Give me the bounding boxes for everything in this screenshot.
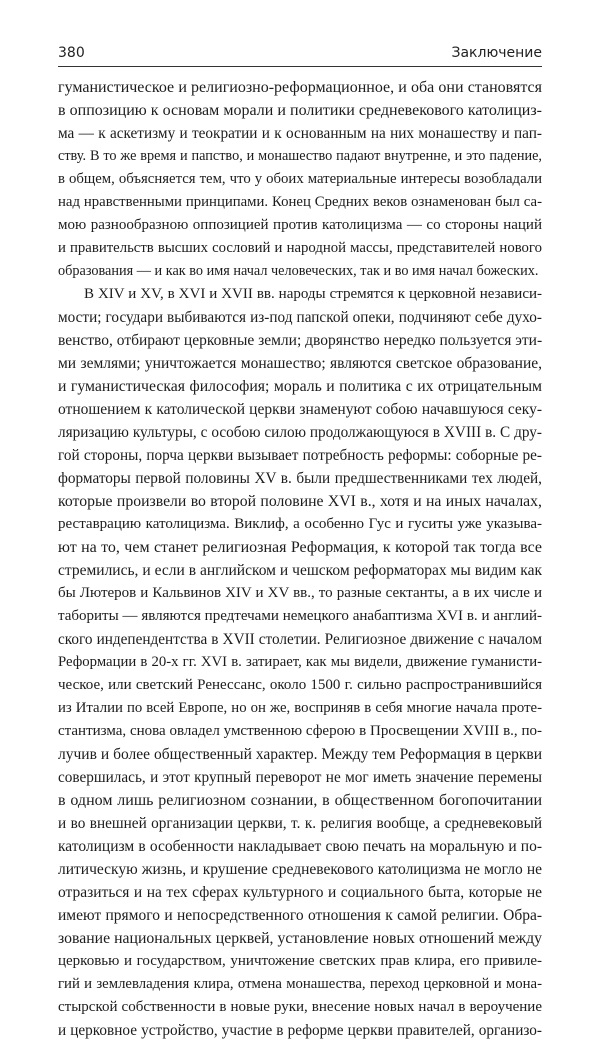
text-line: ма — к аскетизму и теократии и к основанным на них монашеству и пап- — [58, 125, 542, 142]
text-line: мою разнообразною оппозицией против католицизма — со стороны наций — [58, 217, 542, 233]
text-line: гуманистическое и религиозно-реформационное, и оба они становятся — [58, 79, 542, 96]
text-line: в общем, объясняется тем, что у обоих материальные интересы возобладали — [58, 171, 542, 187]
text-line: зование национальных церквей, установление новых отношений между — [58, 930, 542, 947]
text-line: совершилась, и этот крупный переворот не мог иметь значение перемены — [58, 769, 542, 786]
text-line: ют на то, чем станет религиозная Реформация, к которой так тогда все — [58, 539, 542, 556]
text-line: мости; государи выбиваются из-под папской опеки, подчиняют себе духо- — [58, 309, 542, 326]
text-line: табориты — являются предтечами немецкого анабаптизма XVI в. и англий- — [58, 608, 542, 624]
text-line: имеют прямого и непосредственного отношения к самой религии. Обра- — [58, 907, 542, 924]
text-line: из Италии по всей Европе, но он же, восприняв в себя многие начала проте- — [58, 700, 542, 716]
text-line: реставрацию католицизма. Виклиф, а особенно Гус и гуситы уже указыва- — [58, 516, 542, 532]
text-line: в оппозицию к основам морали и политики средневекового католициз- — [58, 102, 542, 119]
text-line: литическую жизнь, и крушение средневекового католицизма не могло не — [58, 861, 542, 878]
page-header — [58, 45, 542, 67]
text-line: стантизма, снова овладел умственною сферою в Просвещении XVIII в., по- — [58, 723, 542, 739]
text-line: в одном лишь религиозном сознании, в общественном богопочитании — [58, 792, 542, 809]
text-line: которые произвели во второй половине XVI в., хотя и на иных началах, — [58, 493, 542, 510]
text-line: ского индепендентства в XVII столетии. Религиозное движение с началом — [58, 631, 542, 648]
text-line: стырской собственности в новые руки, внесение новых начал в вероучение — [58, 999, 542, 1015]
text-line: церковью и государством, уничтожение светских прав клира, его привиле- — [58, 953, 542, 969]
text-line: гий и землевладения клира, отмена монашества, переход церковной и мона- — [58, 976, 542, 992]
text-line: и гуманистическая философия; мораль и политика с их отрицательным — [58, 378, 542, 395]
text-line: венство, отбирают церковные земли; дворянство нередко пользуется эти- — [58, 332, 542, 349]
text-line: ству. В то же время и папство, и монашество падают внутренне, и это падение, — [58, 148, 542, 164]
text-line: ми землями; уничтожается монашество; являются светское образование, — [58, 355, 542, 372]
text-line: и правительств высших сословий и народной массы, представителей нового — [58, 240, 542, 256]
text-line: ческое, или светский Ренессанс, около 1500 г. сильно распространившийся — [58, 677, 542, 693]
text-line: над нравственными принципами. Конец Средних веков ознаменован был са- — [58, 194, 542, 210]
body-text — [58, 76, 542, 1042]
text-line: В XIV и XV, в XVI и XVII вв. народы стремятся к церковной независи- — [84, 286, 542, 302]
text-line: форматоры первой половины XV в. были предшественниками тех людей, — [58, 470, 542, 487]
text-line: и во внешней организации церкви, т. к. религия вообще, а средневековый — [58, 815, 542, 832]
text-line: образования — и как во имя начал человеческих, так и во имя начал божеских. — [58, 263, 539, 279]
header-rule — [58, 66, 542, 67]
text-line: и церковное устройство, участие в реформе церкви правителей, организо- — [58, 1022, 542, 1039]
text-line: гой стороны, порча церкви вызывает потребность реформы: соборные ре- — [58, 447, 542, 464]
text-line: католицизм в особенности накладывает свою печать на моральную и по- — [58, 838, 542, 855]
text-line: отразиться и на тех сферах культурного и социального быта, которые не — [58, 884, 542, 901]
running-title: Заключение — [451, 45, 542, 61]
text-line: ляризацию культуры, с особою силою продолжающуюся в XVIII в. С дру- — [58, 424, 542, 441]
page-number: 380 — [58, 45, 85, 61]
text-line: бы Лютеров и Кальвинов XIV и XV вв., то разные сектанты, а в их числе и — [58, 585, 542, 601]
text-line: лучив и более общественный характер. Между тем Реформация в церкви — [58, 746, 542, 763]
text-line: стремились, и если в английском и чешском реформаторах мы видим как — [58, 562, 542, 579]
text-line: отношением к католической церкви знаменуют собою начавшуюся секу- — [58, 401, 542, 418]
text-line: Реформации в 20-х гг. XVI в. затирает, как мы видели, движение гуманисти- — [58, 654, 542, 670]
